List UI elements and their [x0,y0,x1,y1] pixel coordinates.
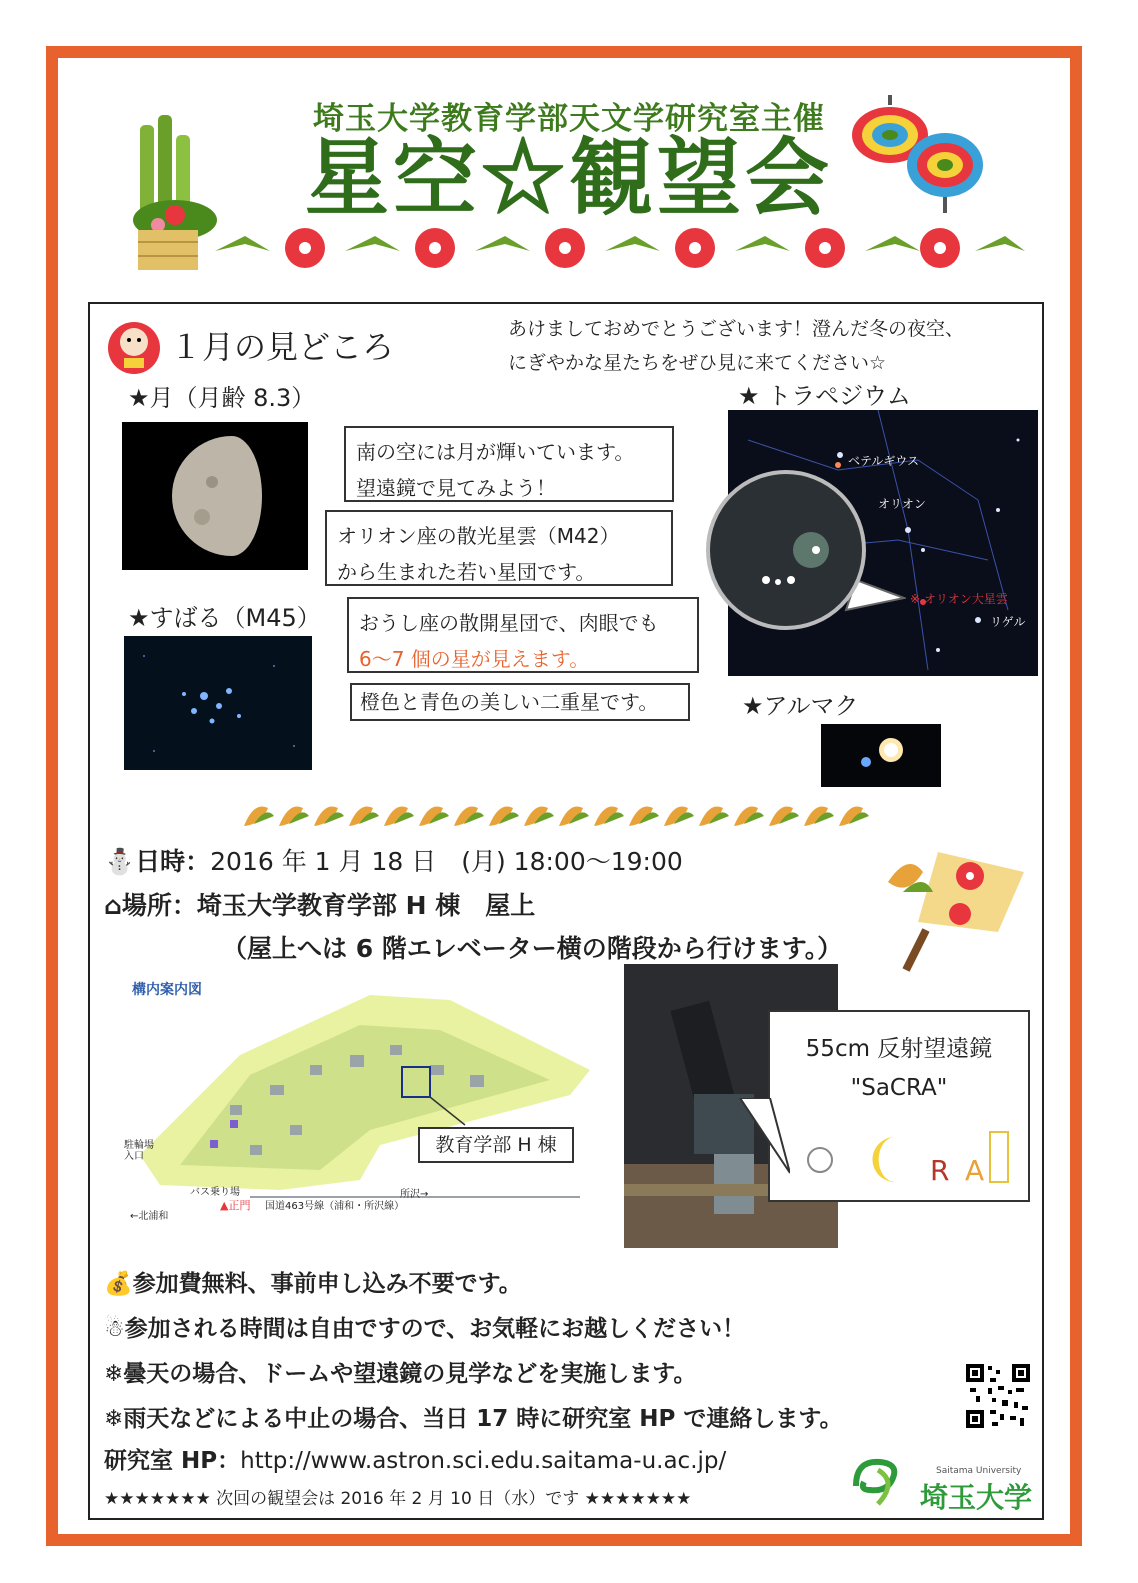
note-rain [104,1397,843,1442]
moon-photo [122,422,308,570]
orion-label: オリオン [878,497,926,511]
almach-bubble: 橙色と青色の美しい二重星です。 [350,683,690,721]
house-icon: ⌂ [104,891,122,920]
note-text-3: 曇天の場合、ドームや望遠鏡の見学などを実施します。 [123,1361,697,1387]
svg-text:A: A [965,1154,985,1187]
notes-list [104,1262,843,1442]
almach-photo [821,724,941,787]
rigel-label: リゲル [990,615,1026,629]
hp-url[interactable]: http://www.astron.sci.edu.saitama-u.ac.jp/ [240,1448,727,1474]
calendar-icon: ⛄ [104,847,136,876]
place-note: （屋上へは 6 階エレベーター横の階段から行けます。） [222,934,843,963]
sacra-line-2: "SaCRA" [850,1075,948,1101]
money-bag-icon: 💰 [104,1271,133,1297]
map-bus: バス乗り場 [190,1187,240,1198]
note-fee [104,1262,843,1307]
qr-code[interactable] [964,1362,1032,1430]
trapezium-text-2: から生まれた若い星団です。 [337,560,596,584]
saitama-logo-icon [848,1452,904,1508]
greeting-line-1: あけましておめでとうございます！澄んだ冬の夜空、 [508,318,965,340]
subaru-label: ★すばる（M45） [128,604,321,632]
subaru-bubble [347,597,699,673]
place-value: 埼玉大学教育学部 H 棟 屋上 [196,891,536,920]
snowflake-icon: ❄ [104,1361,124,1387]
event-date [104,842,683,878]
map-bike: 駐輪場 入口 [124,1140,154,1162]
sacra-line-1: 55cm 反射望遠鏡 [805,1036,993,1062]
hagoita-icon [878,852,1028,974]
event-place [104,886,535,922]
note-time [104,1307,843,1352]
note-cloudy [104,1352,843,1397]
bamboo-plum-garland [210,226,1030,276]
trapezium-label: ★ トラペジウム [738,382,911,410]
greeting [508,312,964,380]
sacra-logo-icon [800,1122,1010,1192]
almach-label: ★アルマク [742,692,859,720]
note-text-1: 参加費無料、事前申し込み不要です。 [132,1271,522,1297]
kadomatsu-icon [120,110,220,275]
moon-bubble [344,426,674,502]
sacra-callout [768,1010,1030,1202]
date-value: 2016 年 1 月 18 日 (月) 18:00～19:00 [210,847,683,876]
spinning-tops-icon [845,95,995,215]
moon-text-2: 望遠鏡で見てみよう！ [356,476,556,500]
daruma-icon [106,318,162,374]
subaru-text-2: 6～7 個の星が見えます。 [359,647,590,671]
note-text-2: 参加される時間は自由ですので、お気軽にお越しください！ [124,1316,746,1342]
trapezium-closeup [706,470,906,640]
place-label: 場所： [121,891,197,920]
logo-small-text: Saitama University [936,1466,1022,1476]
page-title: 星空☆観望会 [304,128,833,227]
organizer-line: 埼玉大学教育学部天文学研究室主催 [313,101,825,137]
map-road: 国道463号線（浦和・所沢線） [265,1201,405,1212]
logo-big-text: 埼玉大学 [920,1481,1033,1514]
hp-line [104,1442,726,1475]
sacra-callout-tail [730,1098,790,1178]
snowflake-icon: ❄ [104,1406,124,1432]
map-title: 構内案内図 [132,982,202,998]
building-callout: 教育学部 H 棟 [418,1127,574,1163]
leaf-garland [244,796,884,832]
map-gate: ▲正門 [220,1199,251,1212]
date-label: 日時： [135,847,211,876]
moon-text-1: 南の空には月が輝いています。 [356,440,635,464]
note-text-4: 雨天などによる中止の場合、当日 17 時に研究室 HP で連絡します。 [123,1406,843,1432]
nebula-label: ※ オリオン大星雲 [910,592,1008,606]
map-tokorozawa: 所沢→ [400,1189,429,1200]
trapezium-bubble [325,510,673,586]
svg-text:R: R [930,1154,950,1187]
subaru-text-1: おうし座の散開星団で、肉眼でも [359,611,659,635]
hp-label: 研究室 HP： [104,1448,241,1474]
trapezium-text-1: オリオン座の散光星雲（M42） [337,524,620,548]
greeting-line-2: にぎやかな星たちをぜひ見に来てください☆ [508,352,887,374]
campus-map [120,975,600,1225]
betelgeuse-label: ベテルギウス [848,454,920,468]
moon-label: ★月（月齢 8.3） [128,384,316,412]
subaru-photo [124,636,312,770]
highlights-heading: １月の見どころ [170,328,395,366]
next-event: ★★★★★★★ 次回の観望会は 2016 年 2 月 10 日（水）です ★★★★★★★ [104,1489,692,1509]
snowman-icon: ☃ [104,1316,125,1342]
map-north-urawa: ←北浦和 [130,1211,169,1222]
